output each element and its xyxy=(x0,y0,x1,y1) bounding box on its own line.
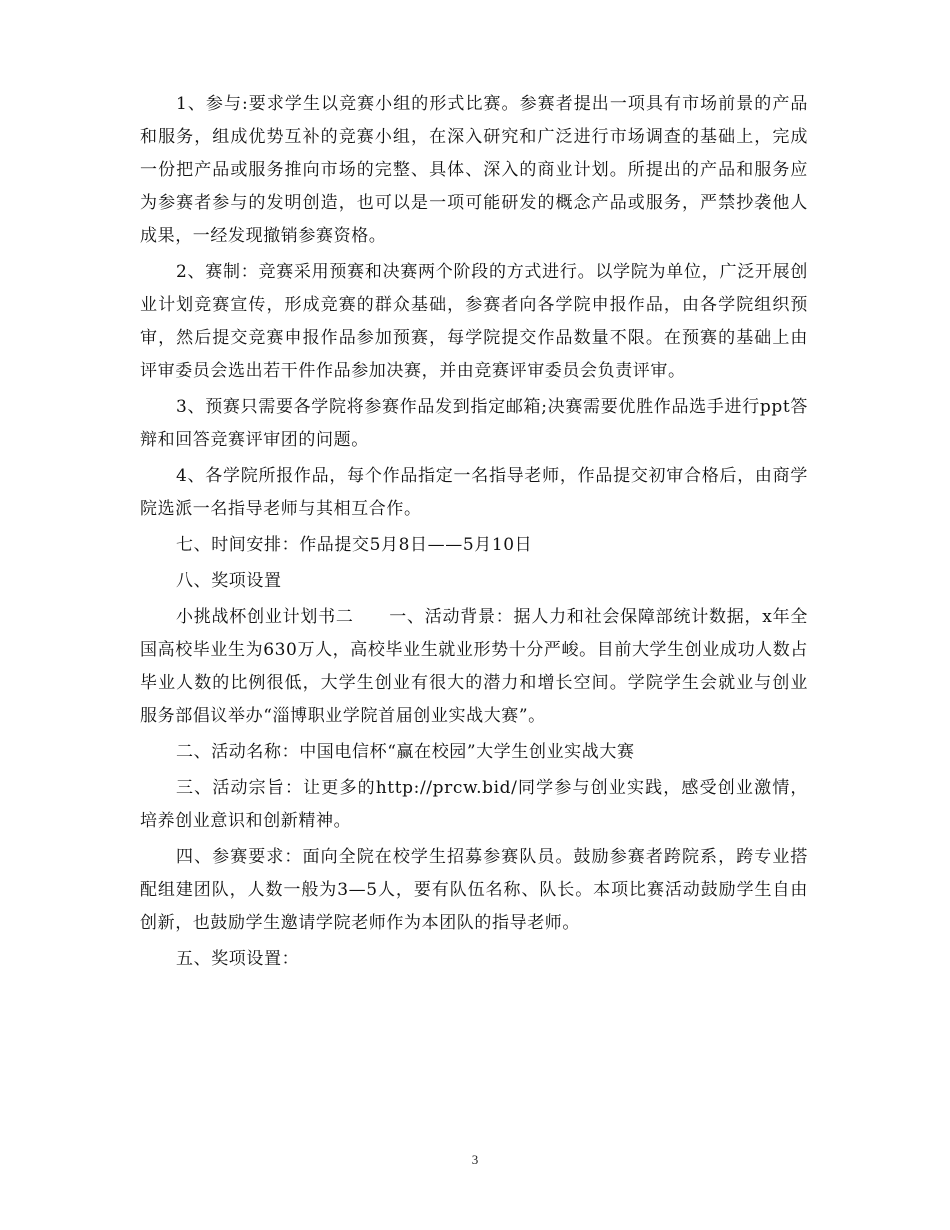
paragraph-schedule: 七、时间安排：作品提交5月8日——5月10日 xyxy=(176,535,533,555)
paragraph-awards-setup: 五、奖项设置： xyxy=(176,949,300,969)
paragraph-background: 小挑战杯创业计划书二 一、活动背景：据人力和社会保障部统计数据，x年全国高校毕业生为630万人，高校毕业生就业形势十分严峻。目前大学生创业成功人数占毕业人数的比例很低，大学生创业有很大的潜力和增长空间。学院学生会就业与创业服务部倡议举办“淄博职业学院首届创业实战大赛”。 xyxy=(140,607,808,726)
paragraph-participation: 1、参与:要求学生以竞赛小组的形式比赛。参赛者提出一项具有市场前景的产品和服务，组成优势互补的竞赛小组，在深入研究和广泛进行市场调查的基础上，完成一份把产品或服务推向市场的完整、具体、深入的商业计划。所提出的产品和服务应为参赛者参与的发明创造，也可以是一项可能研发的概念产品或服务，严禁抄袭他人成果，一经发现撤销参赛资格。 xyxy=(140,94,808,246)
page-number: 3 xyxy=(471,1152,479,1167)
paragraph-requirements: 四、参赛要求：面向全院在校学生招募参赛队员。鼓励参赛者跨院系，跨专业搭配组建团队，人数一般为3—5人，要有队伍名称、队长。本项比赛活动鼓励学生自由创新，也鼓励学生邀请学院老师作为本团队的指导老师。 xyxy=(140,847,808,933)
paragraph-purpose: 三、活动宗旨：让更多的http://prcw.bid/同学参与创业实践，感受创业激情，培养创业意识和创新精神。 xyxy=(140,778,808,831)
paragraph-competition-format: 2、赛制：竞赛采用预赛和决赛两个阶段的方式进行。以学院为单位，广泛开展创业计划竞赛宣传，形成竞赛的群众基础，参赛者向各学院申报作品，由各学院组织预审，然后提交竞赛申报作品参加预赛，每学院提交作品数量不限。在预赛的基础上由评审委员会选出若干件作品参加决赛，并由竞赛评审委员会负责评审。 xyxy=(140,262,808,381)
document-body xyxy=(140,88,808,979)
paragraph-preliminary-final: 3、预赛只需要各学院将参赛作品发到指定邮箱;决赛需要优胜作品选手进行ppt答辩和回答竞赛评审团的问题。 xyxy=(140,397,808,450)
paragraph-advisors: 4、各学院所报作品，每个作品指定一名指导老师，作品提交初审合格后，由商学院选派一名指导老师与其相互合作。 xyxy=(140,466,808,519)
paragraph-activity-name: 二、活动名称：中国电信杯“赢在校园”大学生创业实战大赛 xyxy=(176,742,635,762)
paragraph-awards-heading: 八、奖项设置 xyxy=(176,571,282,591)
